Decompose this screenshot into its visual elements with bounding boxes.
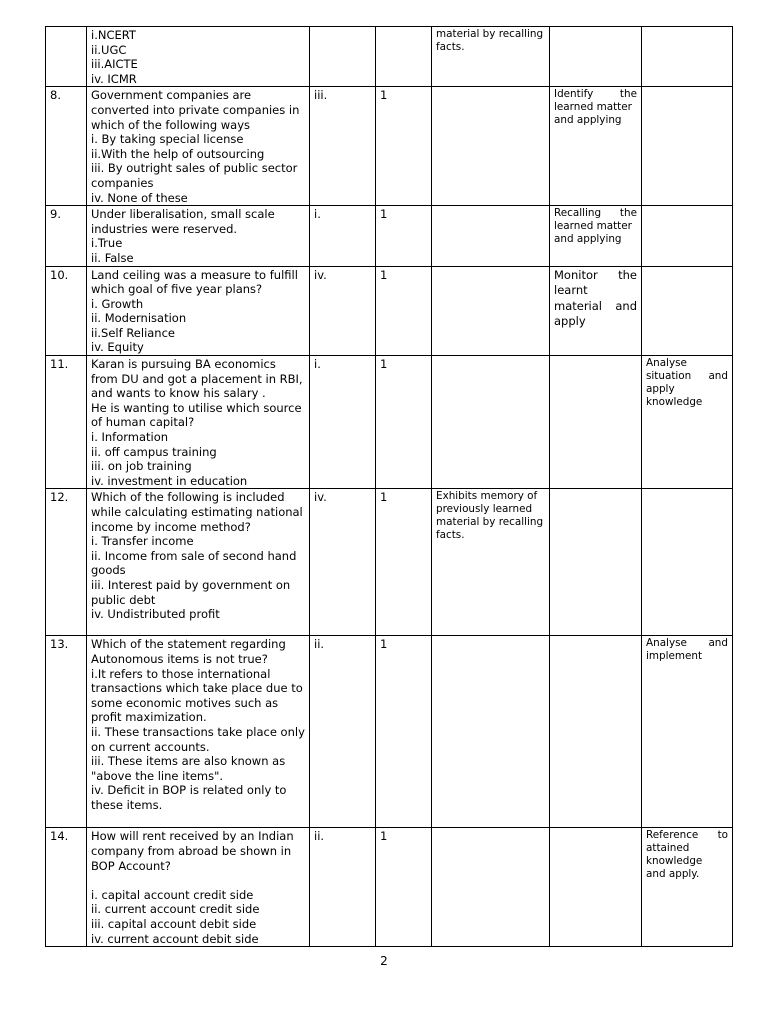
- table-row: [46, 636, 733, 828]
- question-line: ii. Income from sale of second hand: [91, 548, 297, 563]
- question-line: while calculating estimating national: [91, 505, 303, 519]
- application-note: [554, 207, 637, 246]
- question-line: i.True: [91, 236, 123, 251]
- question-line: which of the following ways: [91, 117, 251, 132]
- note-line: knowledge: [646, 396, 703, 409]
- answer-value: iv.: [314, 267, 327, 282]
- analysis-note: [646, 829, 728, 881]
- answer-cell: [310, 206, 376, 266]
- question-number-cell: [46, 27, 87, 87]
- question-line: i. Information: [91, 430, 169, 445]
- note-line: previously learned: [436, 503, 533, 516]
- knowledge-cell: [432, 266, 550, 356]
- question-number-cell: [46, 87, 87, 206]
- analysis-cell: [642, 636, 733, 828]
- question-cell: [87, 636, 310, 828]
- knowledge-note: [436, 28, 545, 54]
- analysis-cell: [642, 266, 733, 356]
- application-note: [554, 88, 637, 127]
- application-cell: [550, 266, 642, 356]
- question-line: i. Transfer income: [91, 534, 194, 549]
- note-line: Reference to: [646, 829, 728, 842]
- question-number: 10.: [50, 267, 69, 282]
- marks-cell: [376, 87, 432, 206]
- table-row: [46, 828, 733, 947]
- question-number-cell: [46, 206, 87, 266]
- knowledge-note: [436, 490, 545, 542]
- answer-cell: [310, 356, 376, 489]
- knowledge-cell: [432, 27, 550, 87]
- question-number: 13.: [50, 637, 69, 652]
- marks-value: 1: [380, 357, 388, 372]
- table-row: [46, 206, 733, 266]
- question-line: iv. Equity: [91, 340, 144, 355]
- note-line: facts.: [436, 529, 465, 542]
- marks-cell: [376, 266, 432, 356]
- note-line: material and: [554, 298, 637, 313]
- analysis-cell: [642, 489, 733, 636]
- note-line: learned matter: [554, 220, 632, 233]
- question-number-cell: [46, 356, 87, 489]
- answer-cell: [310, 489, 376, 636]
- table-row: [46, 356, 733, 489]
- analysis-note: [646, 357, 728, 409]
- question-line: i. capital account credit side: [91, 887, 254, 902]
- question-cell: [87, 266, 310, 356]
- application-cell: [550, 27, 642, 87]
- answer-cell: [310, 636, 376, 828]
- question-line: public debt: [91, 592, 156, 607]
- application-cell: [550, 87, 642, 206]
- question-line: ii. off campus training: [91, 444, 217, 459]
- note-line: Identify the: [554, 88, 637, 101]
- question-line: iii. capital account debit side: [91, 916, 257, 931]
- analysis-cell: [642, 87, 733, 206]
- question-line: iv. current account debit side: [91, 931, 259, 946]
- marks-value: 1: [380, 88, 388, 103]
- question-line: Which of the statement regarding: [91, 637, 286, 652]
- question-line: of human capital?: [91, 415, 195, 430]
- question-line: ii. current account credit side: [91, 902, 260, 917]
- question-line: Autonomous items is not true?: [91, 652, 268, 666]
- question-number: 11.: [50, 357, 69, 372]
- knowledge-cell: [432, 206, 550, 266]
- table-body: [46, 27, 733, 947]
- note-line: Recalling the: [554, 207, 637, 220]
- question-line: some economic motives such as: [91, 695, 279, 710]
- knowledge-cell: [432, 636, 550, 828]
- answer-cell: [310, 87, 376, 206]
- question-cell: [87, 489, 310, 636]
- question-number: 8.: [50, 88, 61, 103]
- analysis-cell: [642, 828, 733, 947]
- application-cell: [550, 489, 642, 636]
- marks-cell: [376, 356, 432, 489]
- knowledge-cell: [432, 828, 550, 947]
- question-line: iv. ICMR: [91, 71, 137, 86]
- marks-value: 1: [380, 637, 388, 652]
- question-number: 9.: [50, 207, 61, 222]
- question-line: i. Growth: [91, 296, 144, 311]
- question-line: ii.Self Reliance: [91, 325, 175, 340]
- question-line: and wants to know his salary .: [91, 386, 266, 401]
- note-line: material by recalling: [436, 28, 544, 40]
- question-line: iii. on job training: [91, 459, 192, 474]
- note-line: learnt: [554, 283, 588, 298]
- marks-value: 1: [380, 490, 388, 505]
- application-note: [554, 268, 637, 330]
- answer-value: ii.: [314, 829, 325, 844]
- note-line: and apply.: [646, 868, 700, 881]
- question-line: Land ceiling was a measure to fulfill: [91, 267, 298, 282]
- marks-value: 1: [380, 829, 388, 844]
- question-number-cell: [46, 828, 87, 947]
- question-line: He is wanting to utilise which source: [91, 400, 302, 415]
- question-line: which goal of five year plans?: [91, 282, 263, 297]
- question-line: goods: [91, 563, 126, 578]
- question-line: ii. Modernisation: [91, 311, 187, 326]
- question-line: i.NCERT: [91, 28, 136, 42]
- note-line: implement: [646, 650, 703, 663]
- page-number: 2: [380, 954, 388, 968]
- question-line: ii.UGC: [91, 42, 127, 57]
- note-line: material by recalling: [436, 516, 544, 529]
- question-line: BOP Account?: [91, 858, 171, 873]
- marks-cell: [376, 206, 432, 266]
- knowledge-cell: [432, 356, 550, 489]
- note-line: and applying: [554, 233, 622, 246]
- question-cell: [87, 27, 310, 87]
- question-line: ii.With the help of outsourcing: [91, 146, 265, 161]
- question-line: Which of the following is included: [91, 490, 285, 505]
- note-line: knowledge: [646, 855, 703, 868]
- knowledge-cell: [432, 87, 550, 206]
- analysis-note: [646, 637, 728, 663]
- table-row: [46, 266, 733, 356]
- note-line: learned matter: [554, 101, 632, 114]
- question-number-cell: [46, 489, 87, 636]
- note-line: situation and: [646, 370, 728, 383]
- question-line: transactions which take place due to: [91, 681, 303, 696]
- question-line: iii. By outright sales of public sector: [91, 161, 298, 176]
- analysis-cell: [642, 356, 733, 489]
- question-cell: [87, 356, 310, 489]
- answer-value: i.: [314, 207, 321, 222]
- question-line: Under liberalisation, small scale: [91, 207, 275, 222]
- question-line: these items.: [91, 797, 163, 812]
- question-line: ii. False: [91, 250, 134, 265]
- marks-cell: [376, 27, 432, 87]
- question-table: [45, 26, 733, 947]
- note-line: Analyse and: [646, 637, 728, 650]
- question-line: on current accounts.: [91, 739, 210, 754]
- note-line: facts.: [436, 41, 465, 53]
- question-line: company from abroad be shown in: [91, 844, 292, 858]
- question-line: iv. Deficit in BOP is related only to: [91, 783, 287, 798]
- question-line: Government companies are: [91, 88, 252, 103]
- answer-cell: [310, 27, 376, 87]
- answer-cell: [310, 828, 376, 947]
- question-line: iv. Undistributed profit: [91, 607, 220, 622]
- answer-value: iii.: [314, 88, 328, 103]
- marks-cell: [376, 636, 432, 828]
- question-line: profit maximization.: [91, 710, 207, 725]
- analysis-cell: [642, 27, 733, 87]
- knowledge-cell: [432, 489, 550, 636]
- question-line: income by income method?: [91, 519, 251, 534]
- application-cell: [550, 206, 642, 266]
- question-line: i.It refers to those international: [91, 666, 271, 681]
- answer-value: iv.: [314, 490, 327, 505]
- application-cell: [550, 356, 642, 489]
- answer-cell: [310, 266, 376, 356]
- question-line: companies: [91, 175, 154, 190]
- question-number-cell: [46, 266, 87, 356]
- application-cell: [550, 636, 642, 828]
- question-number: 12.: [50, 490, 69, 505]
- question-line: iv. investment in education: [91, 473, 248, 488]
- question-line: Karan is pursuing BA economics: [91, 357, 276, 372]
- note-line: Exhibits memory of: [436, 490, 538, 503]
- note-line: attained: [646, 842, 690, 855]
- question-line: ii. These transactions take place only: [91, 724, 305, 739]
- question-line: [91, 873, 305, 888]
- question-cell: [87, 206, 310, 266]
- question-line: i. By taking special license: [91, 132, 244, 147]
- marks-cell: [376, 489, 432, 636]
- question-line: How will rent received by an Indian: [91, 829, 294, 844]
- note-line: and applying: [554, 114, 622, 127]
- note-line: Analyse: [646, 357, 687, 370]
- analysis-cell: [642, 206, 733, 266]
- question-line: converted into private companies in: [91, 102, 300, 117]
- question-line: iv. None of these: [91, 190, 188, 205]
- question-line: iii. These items are also known as: [91, 754, 286, 769]
- note-line: apply: [646, 383, 675, 396]
- question-cell: [87, 87, 310, 206]
- answer-value: ii.: [314, 637, 325, 652]
- question-line: industries were reserved.: [91, 221, 238, 236]
- note-line: apply: [554, 314, 586, 329]
- table-row: [46, 489, 733, 636]
- question-line: iii.AICTE: [91, 57, 138, 72]
- marks-cell: [376, 828, 432, 947]
- question-number-cell: [46, 636, 87, 828]
- answer-value: i.: [314, 357, 321, 372]
- question-line: iii. Interest paid by government on: [91, 577, 291, 592]
- table-row: [46, 27, 733, 87]
- question-line: from DU and got a placement in RBI,: [91, 371, 303, 386]
- question-table-wrapper: [45, 26, 732, 947]
- table-row: [46, 87, 733, 206]
- marks-value: 1: [380, 267, 388, 282]
- question-line: "above the line items".: [91, 768, 224, 783]
- question-cell: [87, 828, 310, 947]
- marks-value: 1: [380, 207, 388, 222]
- note-line: Monitor the: [554, 267, 637, 282]
- question-number: 14.: [50, 829, 69, 844]
- application-cell: [550, 828, 642, 947]
